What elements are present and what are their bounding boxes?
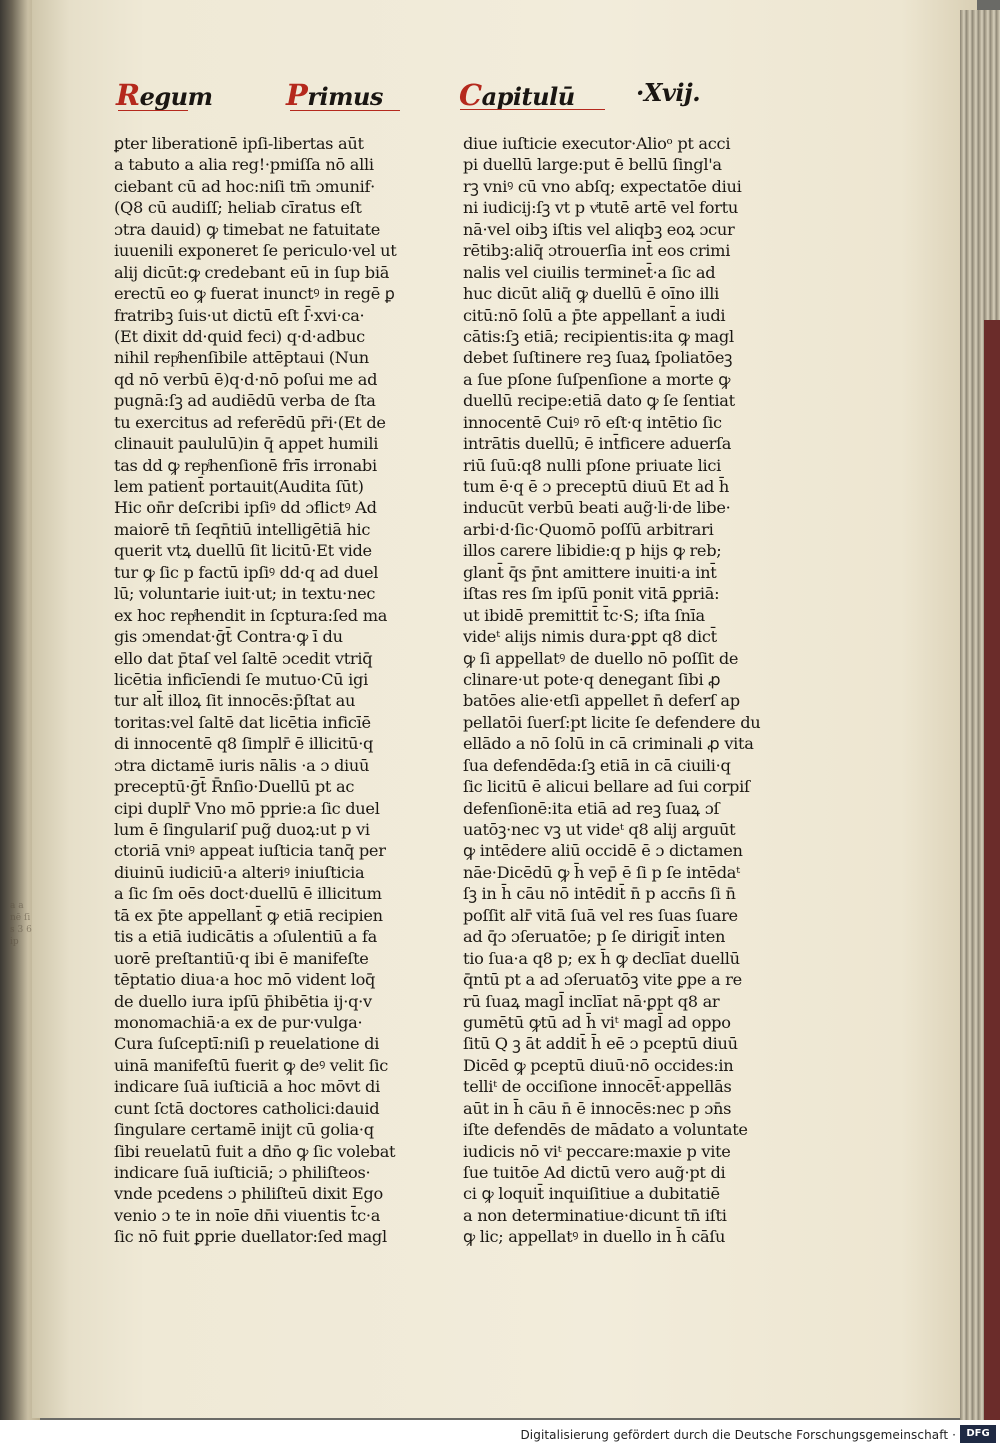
text-line: fratribꝫ ſuis·ut dictū eſt ſ̄·xvi·ca·	[114, 305, 365, 325]
text-line: tum ē·q ē ɔ preceptū diuū Et ad h̄	[463, 477, 730, 496]
header-primus-rest: rimus	[307, 82, 383, 111]
text-line: ɔtra dauid) ꝙ timebat ne fatuitate	[114, 219, 381, 239]
header-primus-initial: P	[286, 78, 308, 112]
text-line: a ſue pſone ſuſpenſione a morte ꝙ	[463, 369, 731, 389]
text-column-left	[114, 133, 424, 1248]
running-header	[0, 78, 1000, 118]
text-line: indicare ſuā iuſticiā a hoc mōvt di	[114, 1077, 380, 1097]
text-line: Cura ſuſceptī:niſi p reuelatione di	[114, 1034, 380, 1054]
text-line: uatōꝫ·nec vꝫ ut videᵗ q8 alij arguūt	[463, 820, 736, 839]
text-line: iuuenili exponeret ſe periculo·vel ut	[114, 241, 397, 261]
text-line: rētibꝫ:aliq̄ ɔtrouerſia int̄ eos crimi	[463, 241, 731, 261]
text-line: querit vtꝝ duellū ſit licitū·Et vide	[114, 541, 372, 561]
text-line: Hic on̄r deſcribi ipſiꝰ dd ɔflictꝰ Ad	[114, 498, 377, 518]
text-line: venio ɔ te in noīe dn̄i viuentis t̄c·a	[114, 1205, 381, 1225]
text-line: iudicis nō viᵗ peccare:maxie p vite	[463, 1141, 731, 1161]
text-line: tēptatio diua·a hoc mō vident loq̄	[114, 970, 376, 990]
header-regum	[116, 78, 213, 112]
header-capitulum-initial: C	[459, 78, 482, 112]
text-line: maiorē tn̄ ſeqn̄tiū intelligētiā hic	[114, 519, 371, 539]
text-line: a non determinatiue·dicunt tn̄ iſti	[463, 1205, 727, 1225]
text-line: di innocentē q8 ſimplr̄ ē illicitū·q	[114, 734, 374, 754]
text-line: lem patient̄ portauit(Audita ſūt)	[114, 477, 364, 496]
text-line: ſue tuitōe Ad dictū vero aug̃·pt di	[463, 1163, 726, 1182]
text-line: vnde pcedens ɔ philiſteū dixit Ego	[114, 1184, 383, 1204]
text-line: clinauit paululū)in q̄ appet humili	[114, 434, 379, 454]
text-line: debet ſuſtinere reꝫ ſuaꝝ ſpoliatōeꝫ	[463, 348, 733, 368]
text-line: iſtas res ſm ipſū ponit vitā ꝑpriā:	[463, 584, 720, 604]
text-line: ꝙ intēdere aliū occidē ē ɔ dictamen	[463, 841, 743, 861]
text-line: duellū recipe:etiā dato ꝙ ſe ſentiat	[463, 391, 735, 411]
text-line: telliᵗ de occiſione innocēt̄·appellās	[463, 1077, 732, 1097]
text-line: nihil repͥhenſibile attēptaui (Nun	[114, 348, 369, 368]
text-line: illos carere libidie:q p hijs ꝙ reb;	[463, 541, 722, 561]
text-line: nā·vel oibꝫ iſtis vel aliqbꝫ eoꝝ ɔcur	[463, 219, 735, 239]
text-line: ſic nō fuit ꝑprie duellator:ſed magl	[114, 1227, 387, 1247]
text-line: huc dicūt aliq̄ ꝙ duellū ē oīno illi	[463, 284, 720, 304]
text-line: intrātis duellū; ē int̄ficere aduerſa	[463, 434, 732, 454]
text-line: lū; voluntarie iuit·ut; in textu·nec	[114, 584, 376, 604]
text-line: clinare·ut pote·q denegant ſibi ꝓ	[463, 669, 721, 689]
right-page-edge	[960, 10, 1000, 1420]
text-line: cipi duplr̄ Vno mō pprie:a ſic duel	[114, 798, 380, 818]
text-line: cātis:ſꝫ etiā; recipientis:ita ꝙ magl	[463, 326, 734, 346]
chapter-number: ·Xvij.	[636, 78, 701, 107]
text-line: de duello iura ipſū p̄hibētia ij·q·v	[114, 991, 372, 1011]
text-line: tio ſua·a q8 p; ex h̄ ꝙ declīat duellū	[463, 948, 740, 968]
text-line: tur ꝙ ſic p factū ipſiꝰ dd·q ad duel	[114, 562, 379, 582]
header-capitulum	[459, 78, 575, 112]
text-line: ꝙ ſi appellatꝰ de duello nō poſſit de	[463, 648, 739, 668]
text-line: ni iudicij:ſꝫ vt p vͥtutē artē vel fortu	[463, 198, 738, 218]
marginal-annotation: a a nē ſi s 3 6ip	[10, 901, 32, 947]
text-line: ellādo a nō ſolū in cā criminali ꝓ vita	[463, 734, 754, 754]
text-line: ꝑter liberationē ipſi-libertas aūt	[114, 134, 364, 153]
text-line: Dicēd ꝙ pceptū diuū·nō occides:in	[463, 1055, 734, 1075]
text-line: qd nō verbū ē)q·d·nō poſui me ad	[114, 369, 378, 389]
text-line: tu exercitus ad referēdū pr̄i·(Et de	[114, 412, 386, 432]
text-line: tis a etiā iudicātis a ɔſulentiū a fa	[114, 927, 378, 947]
text-line: (Q8 cū audiſſ; heliab cīratus eſt	[114, 198, 362, 218]
text-line: riū ſuū:q8 nulli pſone priuate lici	[463, 455, 722, 475]
text-line: ciebant cū ad hoc:niſi tm̄ ɔmunif·	[114, 176, 375, 196]
text-line: ello dat p̄taſ vel ſaltē ɔcedit vtriq̄	[114, 648, 373, 668]
text-line: ex hoc repͥhendit in ſcptura:ſed ma	[114, 605, 388, 625]
text-line: a tabuto a alia reg!·pmiſſa nō alli	[114, 155, 374, 175]
header-primus	[286, 78, 383, 112]
text-line: alij dicūt:ꝙ credebant eū in ſup biā	[114, 262, 390, 282]
text-line: uorē preſtantiū·q ibi ē manifeſte	[114, 948, 369, 968]
text-line: (Et dixit dd·quid feci) q·d·adbuc	[114, 326, 365, 346]
text-line: poſſit alr̄ vitā ſuā vel res ſuas ſuare	[463, 905, 738, 925]
text-line: videᵗ alijs nimis dura·ꝑpt q8 dict̄	[463, 627, 717, 647]
text-line: ſibi reuelatū fuit a dn̄o ꝙ ſic volebat	[114, 1141, 396, 1161]
text-line: citū:nō ſolū a p̄te appellant̄ a iudi	[463, 305, 726, 325]
text-line: uinā manifeſtū fuerit ꝙ deꝰ velit ſic	[114, 1055, 389, 1075]
text-line: defenſionē:ita etiā ad reꝫ ſuaꝝ ɔſ	[463, 798, 720, 818]
text-line: ut ibidē premittit̄ t̄c·S; iſta ſnīa	[463, 605, 705, 625]
text-line: ꝙ lic; appellatꝰ in duello in h̄ cāſu	[463, 1227, 726, 1247]
text-line: iſte defendēs de mādato a voluntate	[463, 1120, 748, 1140]
header-rule-primus	[290, 110, 400, 111]
header-regum-initial: R	[116, 78, 140, 112]
digitization-footer	[0, 1420, 1000, 1449]
text-line: q̄ntū pt a ad ɔſeruatōꝫ vite ꝑpe a re	[463, 970, 742, 990]
text-line: diuinū iudiciū·a alteriꝰ iniuſticia	[114, 862, 365, 882]
text-line: ɔtra dictamē iuris nālis ·a ɔ diuū	[114, 755, 370, 775]
text-line: preceptū·ḡt̄ R̄nſio·Duellū pt ac	[114, 777, 355, 797]
text-column-right	[463, 133, 775, 1248]
text-line: rū ſuaꝝ magl̄ inclīat nā·ꝑpt q8 ar	[463, 991, 720, 1011]
text-line: licētia inficīendi ſe mutuo·Cū igi	[114, 669, 368, 689]
text-line: ad q̄ɔ ɔſeruatōe; p ſe dirigit̄ inten	[463, 927, 726, 947]
text-line: diue iuſticie executor·Alioᵒ pt acci	[463, 134, 731, 153]
text-line: monomachiā·a ex de pur·vulga·	[114, 1012, 363, 1032]
header-regum-rest: egum	[139, 82, 213, 111]
text-line: gis ɔmendat·ḡt̄ Contra·ꝙ ī du	[114, 627, 343, 647]
header-rule-capitulum	[460, 109, 605, 110]
text-line: tur alt̄ illoꝝ ſit innocēs:p̄ſtat au	[114, 691, 356, 711]
text-line: ſitū Q ꝫ āt addit̄ h̄ eē ɔ pceptū diuū	[463, 1034, 738, 1054]
header-rule-regum	[118, 110, 188, 111]
header-capitulum-rest: apitulū	[481, 82, 575, 111]
text-line: pellatōi ſuerſ:pt licite ſe defendere du	[463, 712, 761, 732]
text-line: ci ꝙ loquit̄ inquiſitiue a dubitatiē	[463, 1184, 720, 1204]
text-line: ſingulare certamē inijt cū golia·q	[114, 1120, 374, 1140]
text-line: cunt ſctā doctores catholici:dauid	[114, 1098, 380, 1118]
text-line: nāe·Dicēdū ꝙ h̄ vep̄ ē ſi p ſe intēdaᵗ	[463, 862, 740, 882]
text-line: rꝫ vniꝰ cū vno abſq; expectatōe diui	[463, 176, 742, 196]
dfg-logo: DFG	[960, 1425, 996, 1443]
text-line: gumētū ꝙtū ad h̄ viᵗ magl̄ ad oppo	[463, 1012, 731, 1032]
text-line: pi duellū large:put ē bellū ſingl'a	[463, 155, 722, 175]
text-line: innocentē Cuiꝰ rō eſt·q intētio ſic	[463, 412, 722, 432]
text-line: batōes alie·etſi appellet n̄ deferſ ap	[463, 691, 740, 711]
text-line: ſua defendēda:ſꝫ etiā in cā ciuili·q	[463, 755, 731, 775]
text-line: inducūt verbū beati aug̃·li·de libe·	[463, 498, 731, 518]
text-line: ctoriā vniꝰ appeat iuſticia tanq̄ per	[114, 841, 386, 861]
text-line: aūt in h̄ cāu n̄ ē innocēs:nec p ɔn̄s	[463, 1098, 732, 1118]
text-line: pugnā:ſꝫ ad audiēdū verba de ſta	[114, 391, 376, 411]
text-line: erectū eo ꝙ fuerat inunctꝰ in regē ꝑ	[114, 284, 395, 304]
text-line: tas dd ꝙ repͥhenſionē frīs irronabi	[114, 455, 377, 475]
text-line: arbi·d·ſic·Quomō poſſū arbitrari	[463, 519, 714, 539]
text-line: glant̄ q̄s p̄nt amittere inuiti·a int̄	[463, 562, 717, 582]
footer-credit: Digitalisierung gefördert durch die Deutsche Forschungsgemeinschaft ·	[520, 1428, 956, 1442]
text-line: indicare ſuā iuſticiā; ɔ philiſteos·	[114, 1163, 371, 1182]
text-line: a ſic ſm oēs doct·duellū ē illicitum	[114, 884, 382, 904]
text-line: nalis vel ciuilis terminet̄·a ſic ad	[463, 262, 716, 282]
text-line: tā ex p̄te appellant̄ ꝙ etiā recipien	[114, 905, 383, 925]
text-line: ſꝫ in h̄ cāu nō intēdit̄ n̄ p accn̄s ſi n̄	[463, 884, 736, 904]
text-line: toritas:vel ſaltē dat licētia inficīē	[114, 712, 371, 732]
text-line: lum ē ſingulariſ pug̃ duoꝝ:ut p vi	[114, 820, 370, 839]
text-line: ſic licitū ē alicui bellare ad ſui corpiſ	[463, 777, 750, 797]
